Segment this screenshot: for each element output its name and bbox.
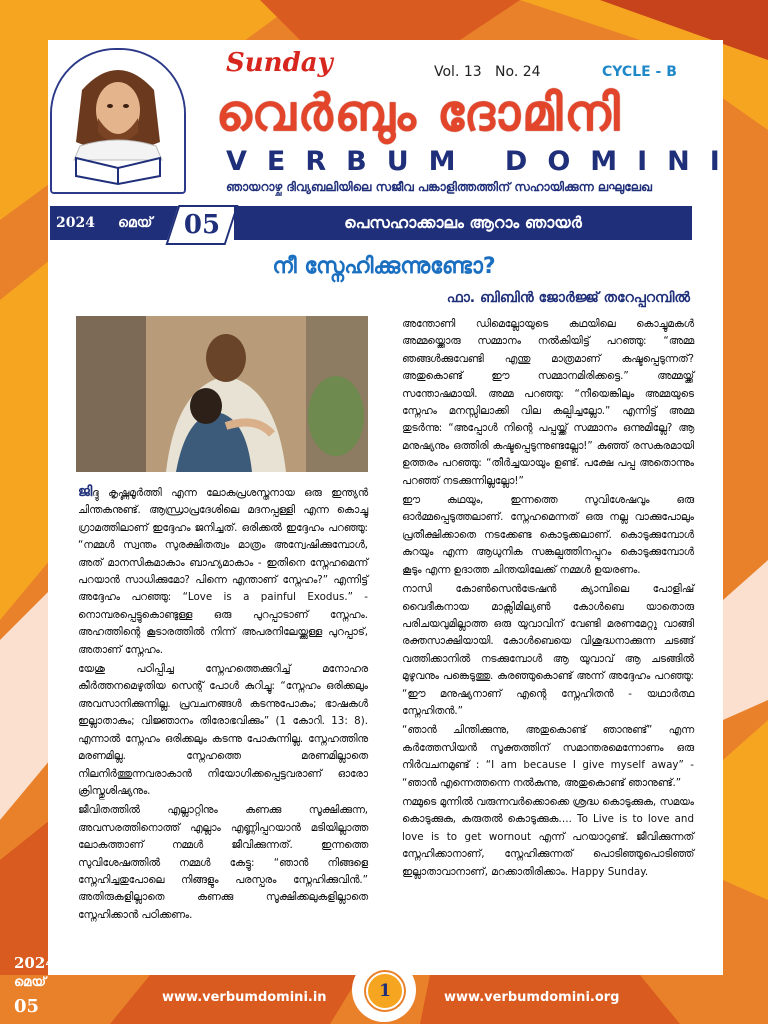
paragraph xyxy=(78,484,368,659)
article-author: ഫാ. ബിബിൻ ജോർജ്ജ് തറേപ്പറമ്പിൽ xyxy=(446,290,690,306)
volume-info xyxy=(434,64,541,80)
page-number: 1 xyxy=(366,972,404,1010)
date-month: മെയ് xyxy=(118,215,153,231)
masthead-english: VERBUM DOMINI xyxy=(226,146,740,177)
sunday-label: Sunday xyxy=(226,48,333,78)
masthead-tagline: ഞായറാഴ്ച ദിവ്യബലിയിലെ സജീവ പങ്കാളിത്തത്തിന് സഹായിക്കുന്ന ലഘുലേഖ xyxy=(226,180,652,194)
footer-month: മെയ് xyxy=(14,975,46,990)
paragraph-text: ദ്ദു കൃഷ്ണമൂർത്തി എന്ന ലോകപ്രശസ്തനായ ഒരു ഇന്ത്യൻ ചിന്തകനുണ്ട്. ആന്ധ്രാപ്രദേശിലെ മദനപ്പള്ളി എന്ന കൊച്ചു ഗ്രാമത്തിലാണ് ഇദ്ദേഹം ജനിച്ചത്. ഒരിക്കൽ ഇദ്ദേഹം പറഞ്ഞു: “നമ്മൾ സ്വന്തം സുരക്ഷിതത്വം മാത്രം അന്വേഷിക്കുമ്പോൾ, അത് മാനസികമാകാം ബാഹ്യമാകാം - ഇതിനെ സ്നേഹമെന്ന് പറയാൻ സാധിക്കുമോ? പിന്നെ എന്താണ് സ്നേഹം?” എന്നിട്ട് അദ്ദേഹം പറഞ്ഞു: “Love is a painful Exodus.” - നൊമ്പരപ്പെട്ടുകൊണ്ടുള്ള ഒരു പുറപ്പാടാണ് സ്നേഹം. അഹത്തിന്റെ കൂടാരത്തിൽ നിന്ന് അപരനിലേയ്ക്കുള്ള പുറപ്പാട്, അതാണ് സ്നേഹം. xyxy=(78,487,368,656)
jesus-portrait-icon xyxy=(52,50,184,192)
article-headline: നീ സ്നേഹിക്കുന്നുണ്ടോ? xyxy=(272,254,496,279)
footer-day: 05 xyxy=(14,996,40,1017)
paragraph: നമ്മുടെ മുന്നിൽ വരുന്നവർക്കൊക്കെ ശ്രദ്ധ കൊടുക്കുക, സമയം കൊടുക്കുക, കരുതൽ കൊടുക്കുക…. To Live is to love and love is to get wornout എന്ന് പറയാറുണ്ട്. ജീവിക്കുന്നത് സ്നേഹിക്കാനാണ്, സ്നേഹിക്കുന്നത് പൊടിഞ്ഞുപൊടിഞ്ഞ് ഇല്ലാതാവാനാണ്, മറക്കാതിരിക്കാം. Happy Sunday. xyxy=(402,795,694,878)
date-day-box xyxy=(166,205,239,245)
website-link-in[interactable]: www.verbumdomini.in xyxy=(162,990,327,1005)
drop-cap: ജി xyxy=(78,484,93,500)
paragraph: നാസി കോൺസെൻട്രേഷൻ ക്യാമ്പിലെ പോളിഷ് വൈദീകനായ മാക്സിമില്യൺ കോൾബെ യാതൊരു പരിചയവുമില്ലാത്ത ഒരു യുവാവിന് വേണ്ടി മരണമേറ്റു വാങ്ങി രക്തസാക്ഷിയായി. കോൾബെയെ വിശുദ്ധനാക്കുന്ന ചടങ്ങ് വത്തിക്കാനിൽ നടക്കുമ്പോൾ ആ യുവാവ് ആ ചടങ്ങിൽ മുഴുവനും പങ്കെടുത്തു. കരഞ്ഞുകൊണ്ട് അന്ന് അദ്ദേഹം പറഞ്ഞു: “ഈ മനുഷ്യനാണ് എന്റെ സ്നേഹിതൻ - യഥാർത്ഥ സ്നേഹിതൻ.” xyxy=(402,583,694,717)
paragraph: ഈ കഥയും, ഇന്നത്തെ സുവിശേഷവും ഒരു ഓർമ്മപ്പെടുത്തലാണ്. സ്നേഹമെന്നത് ഒരു നല്ല വാക്കുപോലും പ്രതീക്ഷിക്കാതെ നടക്കേണ്ട കൊടുക്കലാണ്. കൊടുക്കുമ്പോൾ കുറയും എന്ന ആധുനിക സങ്കല്പത്തിനപ്പുറം കൊടുക്കുമ്പോൾ കൂടും എന്ന ഉദാത്ത ചിന്തയിലേക്ക് നമ്മൾ ഉയരണം. xyxy=(402,494,694,576)
article-column-right xyxy=(402,316,694,883)
page-number-badge xyxy=(352,958,416,1022)
paragraph: അന്തോണി ഡിമെല്ലോയുടെ കഥയിലെ കൊച്ചുമകൾ അമ്മയ്ക്കൊരു സമ്മാനം നൽകിയിട്ട് പറഞ്ഞു: “അമ്മ ഞങ്ങൾക്കുവേണ്ടി എന്തു മാത്രമാണ് കഷ്ടപ്പെടുന്നത്? അതുകൊണ്ട് ഈ സമ്മാനമിരിക്കട്ടെ.” അമ്മയ്ക്ക് സന്തോഷമായി. അമ്മ പറഞ്ഞു: “നീയെങ്കിലും അമ്മയുടെ സ്നേഹം മനസ്സിലാക്കി വില കല്പിച്ചല്ലോ.” എന്നിട്ട് അമ്മ തുടർന്നു: “അപ്പോൾ നിന്റെ പപ്പയ്ക്ക് സമ്മാനം ഒന്നുമില്ലേ? ആ മനുഷ്യനും ഒത്തിരി കഷ്ടപ്പെടുന്നുണ്ടല്ലോ!” കുഞ്ഞ് രസകരമായി ഉത്തരം പറഞ്ഞു: “തീർച്ചയായും ഉണ്ട്. പക്ഷേ പപ്പ അതൊന്നും പറഞ്ഞ് നടക്കുന്നില്ലല്ലോ!” xyxy=(402,318,694,487)
cycle-label: CYCLE - B xyxy=(602,64,677,80)
masthead-malayalam: വെർബും ദോമിനി xyxy=(216,84,622,142)
website-link-org[interactable]: www.verbumdomini.org xyxy=(444,990,620,1005)
issue-number: No. 24 xyxy=(495,64,541,80)
date-year: 2024 xyxy=(56,215,95,231)
footer-year: 2024 xyxy=(14,954,56,972)
paragraph: യേശു പഠിപ്പിച്ച സ്നേഹത്തെക്കുറിച്ച് മനോഹര കീർത്തനമെഴുതിയ സെന്റ് പോൾ കുറിച്ചു: “സ്നേഹം ഒരിക്കലും അവസാനിക്കുന്നില്ല. പ്രവചനങ്ങൾ കടന്നുപോകും; ഭാഷകൾ ഇല്ലാതാകും; വിജ്ഞാനം തിരോഭവിക്കും” (1 കോറി. 13: 8). എന്നാൽ സ്നേഹം ഒരിക്കലും കടന്നു പോകുന്നില്ല. സ്നേഹത്തിനു മരണമില്ല. സ്നേഹത്തെ മരണമില്ലാതെ നിലനിർത്തുന്നവരാകാൻ നിയോഗിക്കപ്പെട്ടവരാണ് ഓരോ ക്രിസ്തുശിഷ്യനും. xyxy=(78,663,368,797)
liturgical-sunday-title: പെസഹാക്കാലം ആറാം ഞായർ xyxy=(234,206,692,240)
jesus-logo xyxy=(50,48,186,194)
article-photo xyxy=(76,316,368,472)
paragraph: “ഞാൻ ചിന്തിക്കുന്നു, അതുകൊണ്ട് ഞാനുണ്ട്” എന്ന കർത്തേസിയൻ സൂക്തത്തിന് സമാന്തരമെന്നോണം ഒരു നിർവചനമുണ്ട് : “I am because I give myself away” - “ഞാൻ എന്നെത്തന്നെ നൽകുന്നു, അതുകൊണ്ട് ഞാനുണ്ട്.” xyxy=(402,724,694,789)
embrace-illustration xyxy=(76,316,368,472)
article-column-left xyxy=(78,484,368,926)
volume-number: Vol. 13 xyxy=(434,64,482,80)
paragraph: ജീവിതത്തിൽ എല്ലാറ്റിനും കണക്കു സൂക്ഷിക്കുന്ന, അവസരത്തിനൊത്ത് എല്ലാം എണ്ണിപ്പറയാൻ മടിയില്ലാത്ത ലോകത്താണ് നമ്മൾ ജീവിക്കുന്നത്. ഇന്നത്തെ സുവിശേഷത്തിൽ നമ്മൾ കേട്ടു: “ഞാൻ നിങ്ങളെ സ്നേഹിച്ചതുപോലെ നിങ്ങളും പരസ്പരം സ്നേഹിക്കുവിൻ.” അതിരുകളില്ലാതെ കണക്കു സൂക്ഷിക്കലുകളില്ലാതെ സ്നേഹിക്കാൻ പഠിക്കണം. xyxy=(78,804,368,921)
date-day: 05 xyxy=(183,210,221,240)
